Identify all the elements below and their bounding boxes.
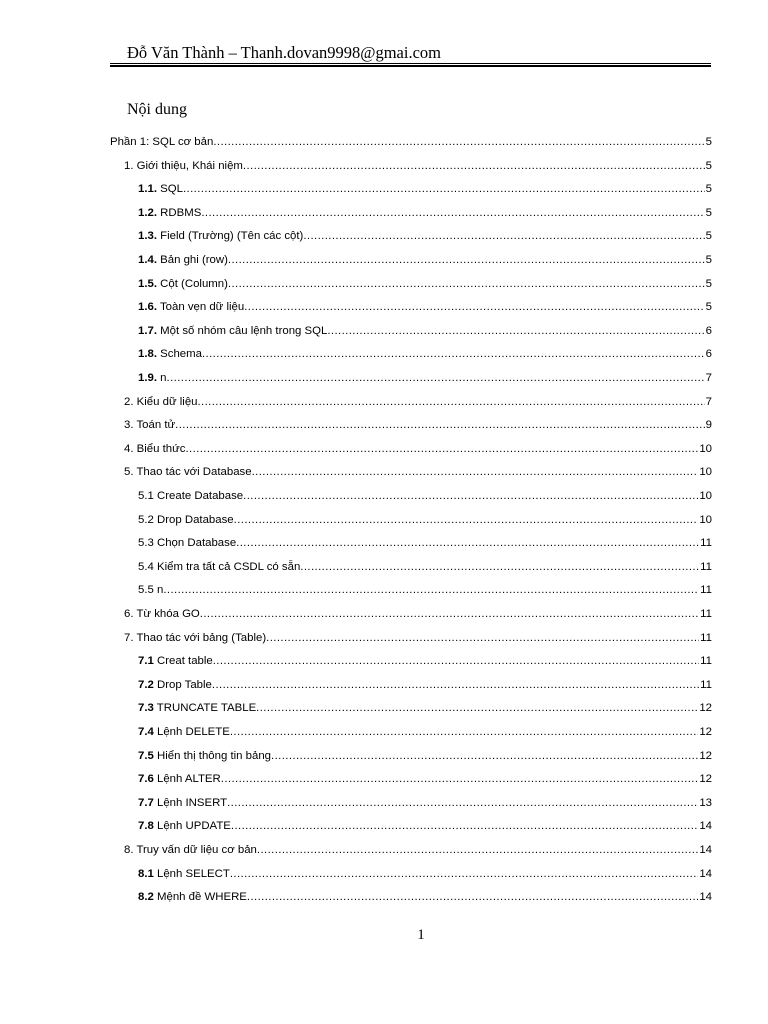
toc-entry-text: Drop Table — [153, 678, 212, 691]
toc-entry-page: 5 — [705, 301, 712, 314]
toc-dot-leader — [200, 607, 699, 621]
toc-entry[interactable] — [138, 267, 712, 291]
toc-entry-label — [124, 442, 185, 456]
toc-entry-page: 10 — [699, 466, 712, 479]
toc-entry-label — [124, 465, 252, 479]
toc-entry-label — [138, 371, 167, 385]
toc-entry-page: 10 — [699, 442, 712, 455]
page-number: 1 — [417, 927, 425, 943]
toc-dot-leader — [228, 253, 705, 267]
toc-dot-leader — [327, 324, 704, 338]
toc-entry-number: 1.5. — [138, 277, 157, 290]
toc-dot-leader — [163, 583, 699, 597]
toc-entry-page: 12 — [699, 749, 712, 762]
toc-entry[interactable] — [138, 573, 712, 597]
toc-entry-label — [138, 277, 228, 291]
toc-entry-label — [110, 135, 213, 149]
toc-entry[interactable] — [138, 503, 712, 527]
toc-entry-label — [124, 607, 200, 621]
toc-entry-text: Bản ghi (row) — [157, 254, 228, 266]
toc-dot-leader — [243, 489, 698, 503]
toc-dot-leader — [185, 442, 698, 456]
toc-entry-label — [138, 324, 327, 338]
toc-entry[interactable] — [124, 597, 712, 621]
toc-entry-text: 1. Giới thiệu, Khái niệm — [124, 159, 243, 172]
toc-entry[interactable] — [138, 314, 712, 338]
toc-entry[interactable] — [138, 550, 712, 574]
toc-entry-page: 11 — [700, 631, 712, 644]
toc-entry-number: 1.1. — [138, 183, 157, 196]
toc-entry-text: 7. Thao tác với bảng (Table) — [124, 631, 267, 644]
toc-entry-label — [138, 725, 230, 739]
toc-dot-leader — [256, 701, 698, 715]
toc-entry-text: Lệnh UPDATE — [153, 820, 231, 833]
toc-entry[interactable] — [138, 172, 712, 196]
toc-entry-page: 12 — [699, 773, 712, 786]
toc-entry-label — [138, 347, 202, 361]
toc-entry-text: Phần 1: SQL cơ bản — [110, 136, 214, 148]
toc-entry-page: 11 — [700, 537, 712, 550]
toc-entry-page: 5 — [705, 230, 712, 243]
toc-entry-text: SQL — [157, 183, 183, 196]
toc-entry-label — [138, 489, 243, 503]
toc-entry[interactable] — [138, 857, 712, 881]
toc-entry-page: 6 — [705, 324, 712, 337]
toc-dot-leader — [266, 631, 699, 645]
toc-entry-page: 5 — [705, 136, 712, 148]
toc-entry[interactable] — [138, 243, 712, 267]
toc-entry-text: 5.4 Kiểm tra tất cả CSDL có sẵn — [138, 560, 301, 573]
toc-entry[interactable] — [124, 408, 712, 432]
toc-entry-page: 5 — [705, 206, 712, 219]
toc-dot-leader — [221, 772, 699, 786]
toc-entry-label — [138, 536, 236, 550]
toc-entry-number: 1.7. — [138, 324, 157, 337]
toc-entry-page: 11 — [700, 608, 712, 620]
toc-entry-text: 3. Toán tử — [124, 419, 176, 432]
toc-entry-label — [138, 182, 183, 196]
toc-dot-leader — [197, 395, 704, 409]
toc-dot-leader — [167, 371, 705, 385]
toc-entry-text: Hiển thị thông tin bảng — [153, 749, 271, 762]
toc-dot-leader — [228, 277, 705, 291]
toc-dot-leader — [300, 560, 699, 574]
toc-entry-page: 11 — [700, 560, 712, 573]
toc-entry-page: 11 — [700, 655, 712, 668]
toc-entry-text: Cột (Column) — [157, 277, 228, 290]
toc-dot-leader — [271, 749, 698, 763]
toc-entry-page: 11 — [700, 584, 712, 597]
toc-dot-leader — [236, 536, 699, 550]
toc-entry-text: Lệnh DELETE — [153, 726, 230, 738]
toc-entry-label — [124, 843, 257, 857]
toc-entry[interactable] — [124, 833, 712, 857]
toc-entry-number: 1.9. — [138, 372, 157, 384]
toc-dot-leader — [230, 725, 699, 739]
toc-entry-page: 10 — [699, 513, 712, 526]
toc-entry-number: 1.4. — [138, 254, 157, 266]
toc-entry-number: 7.1 — [138, 655, 154, 668]
toc-entry-label — [138, 253, 228, 267]
toc-entry-label — [138, 229, 303, 243]
toc-entry-page: 5 — [705, 254, 712, 266]
toc-entry-number: 8.1 — [138, 867, 154, 880]
toc-entry[interactable] — [138, 691, 712, 715]
toc-entry-label — [138, 654, 213, 668]
toc-entry-text: Toàn vẹn dữ liệu — [157, 301, 245, 314]
toc-entry[interactable] — [138, 809, 712, 833]
document-header-author: Đỗ Văn Thành – Thanh.dovan9998@gmai.com — [127, 43, 441, 62]
toc-entry-page: 13 — [699, 796, 712, 809]
header-divider-thin — [110, 63, 711, 64]
toc-entry[interactable] — [138, 479, 712, 503]
toc-entry-number: 1.6. — [138, 301, 157, 314]
toc-dot-leader — [202, 347, 705, 361]
toc-entry-text: n — [157, 372, 167, 384]
toc-entry-text: TRUNCATE TABLE — [153, 702, 257, 715]
toc-entry[interactable] — [138, 526, 712, 550]
toc-entry-number: 7.6 — [138, 773, 154, 786]
toc-entry-label — [138, 796, 227, 810]
toc-entry-number: 8.2 — [138, 891, 154, 904]
toc-dot-leader — [183, 182, 705, 196]
toc-entry-text: Lệnh INSERT — [153, 796, 228, 809]
toc-entry-page: 9 — [705, 419, 712, 432]
toc-dot-leader — [201, 206, 704, 220]
toc-dot-leader — [243, 159, 705, 173]
toc-entry[interactable] — [138, 762, 712, 786]
toc-entry[interactable] — [110, 125, 712, 149]
toc-entry-label — [138, 867, 230, 881]
toc-entry-text: 6. Từ khóa GO — [124, 608, 200, 620]
toc-entry-text: 5.1 Create Database — [138, 490, 244, 502]
toc-entry-label — [124, 631, 266, 645]
toc-entry[interactable] — [124, 432, 712, 456]
toc-entry-label — [138, 678, 212, 692]
toc-entry-label — [138, 300, 244, 314]
header-divider-thick — [110, 65, 711, 67]
toc-entry-page: 11 — [700, 678, 712, 691]
toc-entry-page: 10 — [699, 490, 712, 502]
toc-entry-number: 7.2 — [138, 678, 154, 691]
toc-entry-text: 4. Biểu thức — [124, 442, 186, 455]
toc-entry-page: 5 — [705, 159, 712, 172]
toc-entry-label — [138, 701, 256, 715]
toc-entry[interactable] — [138, 739, 712, 763]
toc-entry-label — [138, 513, 234, 527]
toc-entry-number: 7.4 — [138, 726, 154, 738]
toc-entry-label — [138, 749, 271, 763]
toc-dot-leader — [247, 890, 698, 904]
toc-dot-leader — [234, 513, 699, 527]
toc-entry-page: 7 — [705, 395, 712, 408]
toc-entry-text: Schema — [157, 348, 202, 361]
toc-entry-number: 7.7 — [138, 796, 154, 809]
toc-entry-label — [124, 395, 197, 409]
toc-entry-page: 5 — [705, 183, 712, 196]
toc-entry[interactable] — [138, 715, 712, 739]
toc-entry-text: Lệnh SELECT — [153, 867, 230, 880]
toc-entry[interactable] — [124, 149, 712, 173]
toc-dot-leader — [303, 229, 704, 243]
toc-entry-text: Creat table — [153, 655, 213, 668]
toc-dot-leader — [231, 819, 698, 833]
toc-title: Nội dung — [127, 101, 187, 118]
toc-entry-number: 7.3 — [138, 702, 154, 715]
toc-entry-page: 5 — [705, 277, 712, 290]
toc-entry-number: 1.3. — [138, 230, 157, 243]
toc-entry[interactable] — [138, 786, 712, 810]
toc-dot-leader — [230, 867, 699, 881]
toc-dot-leader — [244, 300, 704, 314]
toc-entry[interactable] — [138, 361, 712, 385]
toc-dot-leader — [213, 654, 699, 668]
toc-entry-text: 8. Truy vấn dữ liệu cơ bản — [124, 844, 257, 856]
toc-entry-label — [124, 159, 243, 173]
toc-dot-leader — [227, 796, 698, 810]
toc-entry[interactable] — [138, 290, 712, 314]
toc-entry[interactable] — [124, 455, 712, 479]
toc-entry-page: 6 — [705, 348, 712, 361]
toc-entry[interactable] — [138, 196, 712, 220]
toc-entry-label — [138, 206, 201, 220]
toc-entry-label — [124, 418, 175, 432]
toc-entry-text: Mệnh đề WHERE — [153, 891, 247, 904]
toc-dot-leader — [257, 843, 698, 857]
toc-entry-text: 5.3 Chọn Database — [138, 537, 237, 550]
toc-entry[interactable] — [138, 337, 712, 361]
toc-entry-page: 12 — [699, 726, 712, 738]
toc-entry[interactable] — [138, 668, 712, 692]
toc-entry-number: 7.8 — [138, 820, 154, 833]
toc-entry-page: 14 — [699, 867, 712, 880]
toc-entry-page: 12 — [699, 702, 712, 715]
toc-entry-label — [138, 583, 163, 597]
toc-entry[interactable] — [124, 385, 712, 409]
toc-entry-label — [138, 890, 247, 904]
toc-entry-text: 5. Thao tác với Database — [124, 466, 252, 479]
toc-entry-number: 1.8. — [138, 348, 157, 361]
toc-entry[interactable] — [138, 880, 712, 904]
toc-entry-text: Một số nhóm câu lệnh trong SQL — [157, 324, 328, 337]
toc-entry-page: 14 — [699, 820, 712, 833]
toc-dot-leader — [175, 418, 705, 432]
toc-dot-leader — [212, 678, 699, 692]
toc-entry-label — [138, 819, 231, 833]
toc-entry-text: 5.5 n — [138, 584, 164, 597]
toc-entry-number: 1.2. — [138, 206, 157, 219]
toc-entry-text: Lệnh ALTER — [153, 773, 221, 786]
toc-entry-page: 7 — [705, 372, 712, 384]
toc-entry-label — [138, 560, 300, 574]
toc-entry-number: 7.5 — [138, 749, 154, 762]
toc-entry-label — [138, 772, 221, 786]
toc-entry[interactable] — [138, 219, 712, 243]
toc-entry-text: 5.2 Drop Database — [138, 513, 234, 526]
toc-entry-text: 2. Kiểu dữ liệu — [124, 395, 198, 408]
toc-dot-leader — [213, 135, 704, 149]
toc-entry-text: RDBMS — [157, 206, 202, 219]
toc-dot-leader — [252, 465, 699, 479]
toc-entry-text: Field (Trường) (Tên các cột) — [157, 230, 304, 243]
toc-entry-page: 14 — [699, 891, 712, 904]
toc-entry[interactable] — [124, 621, 712, 645]
toc-entry[interactable] — [138, 644, 712, 668]
toc-entry-page: 14 — [699, 844, 712, 856]
